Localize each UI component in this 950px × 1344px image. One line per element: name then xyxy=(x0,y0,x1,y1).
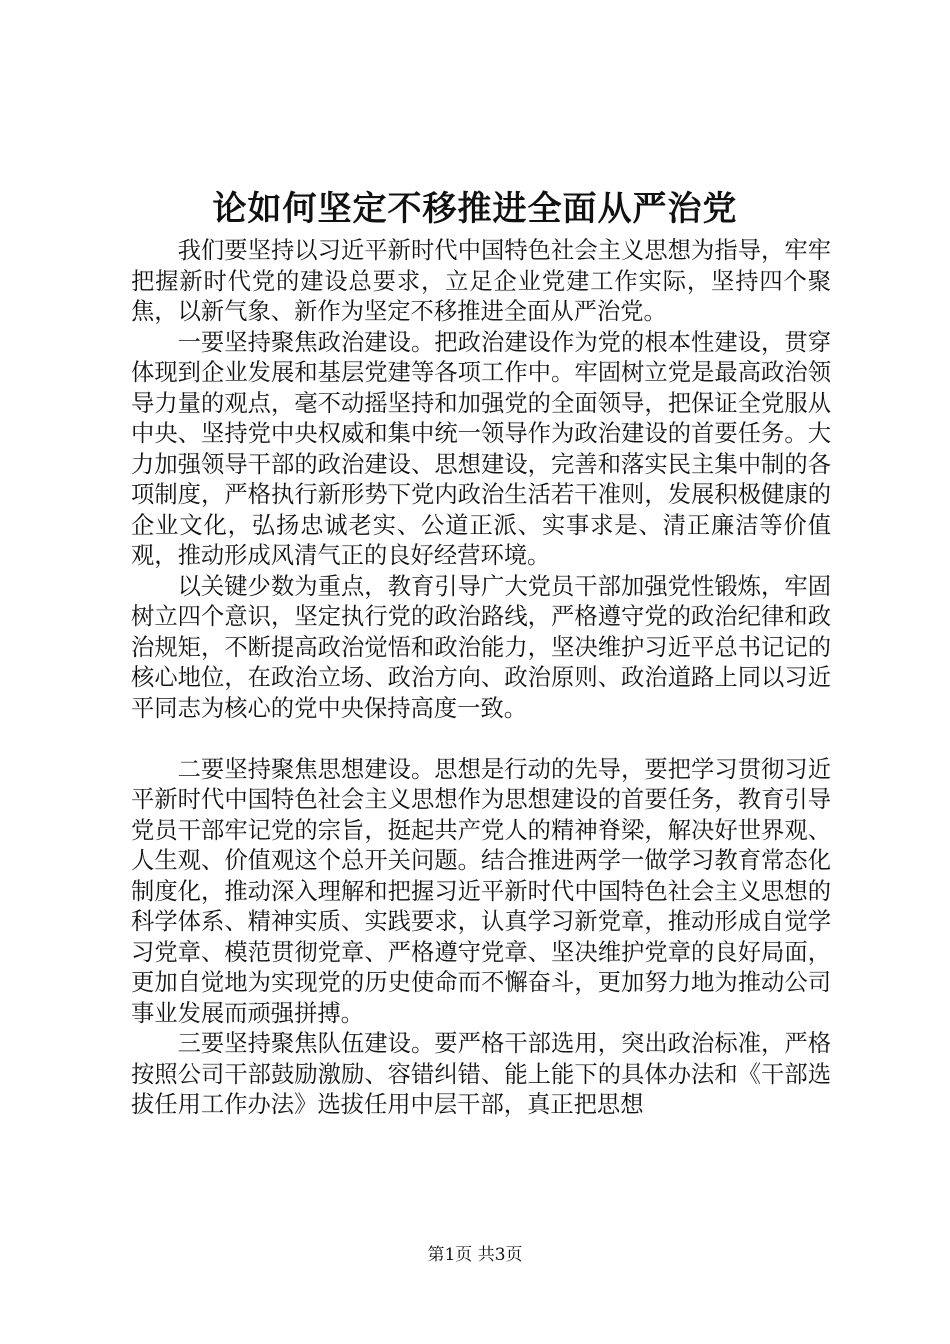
paragraph-key-minority: 以关键少数为重点，教育引导广大党员干部加强党性锻炼，牢固树立四个意识，坚定执行党的政治路线，严格遵守党的政治纪律和政治规矩，不断提高政治觉悟和政治能力，坚决维护习近平总书记记的核心地位，在政治立场、政治方向、政治原则、政治道路上同以习近平同志为核心的党中央保持高度一致。 xyxy=(131,572,831,722)
document-title: 论如何坚定不移推进全面从严治党 xyxy=(212,189,738,229)
paragraph-gap xyxy=(131,724,831,755)
paragraph-political-building: 一要坚持聚焦政治建设。把政治建设作为党的根本性建设，贯穿体现到企业发展和基层党建等各项工作中。牢固树立党是最高政治领导力量的观点，毫不动摇坚持和加强党的全面领导，把保证全党服从中央、坚持党中央权威和集中统一领导作为政治建设的首要任务。大力加强领导干部的政治建设、思想建设，完善和落实民主集中制的各项制度，严格执行新形势下党内政治生活若干准则，发展积极健康的企业文化，弘扬忠诚老实、公道正派、实事求是、清正廉洁等价值观，推动形成风清气正的良好经营环境。 xyxy=(131,328,831,569)
paragraph-ideological-building: 二要坚持聚焦思想建设。思想是行动的先导，要把学习贯彻习近平新时代中国特色社会主义思想作为思想建设的首要任务，教育引导党员干部牢记党的宗旨，挺起共产党人的精神脊梁，解决好世界观、人生观、价值观这个总开关问题。结合推进两学一做学习教育常态化制度化，推动深入理解和把握习近平新时代中国特色社会主义思想的科学体系、精神实质、实践要求，认真学习新党章，推动形成自觉学习党章、模范贯彻党章、严格遵守党章、坚决维护党章的良好局面，更加自觉地为实现党的历史使命而不懈奋斗，更加努力地为推动公司事业发展而顽强拼搏。 xyxy=(131,755,831,1027)
paragraph-team-building: 三要坚持聚焦队伍建设。要严格干部选用，突出政治标准，严格按照公司干部鼓励激励、容错纠错、能上能下的具体办法和《干部选拔任用工作办法》选拔任用中层干部，真正把思想 xyxy=(131,1030,831,1118)
page-footer: 第1页 共3页 xyxy=(427,1245,523,1265)
document-body xyxy=(131,236,831,1121)
paragraph-intro: 我们要坚持以习近平新时代中国特色社会主义思想为指导，牢牢把握新时代党的建设总要求，立足企业党建工作实际，坚持四个聚焦，以新气象、新作为坚定不移推进全面从严治党。 xyxy=(131,237,831,325)
